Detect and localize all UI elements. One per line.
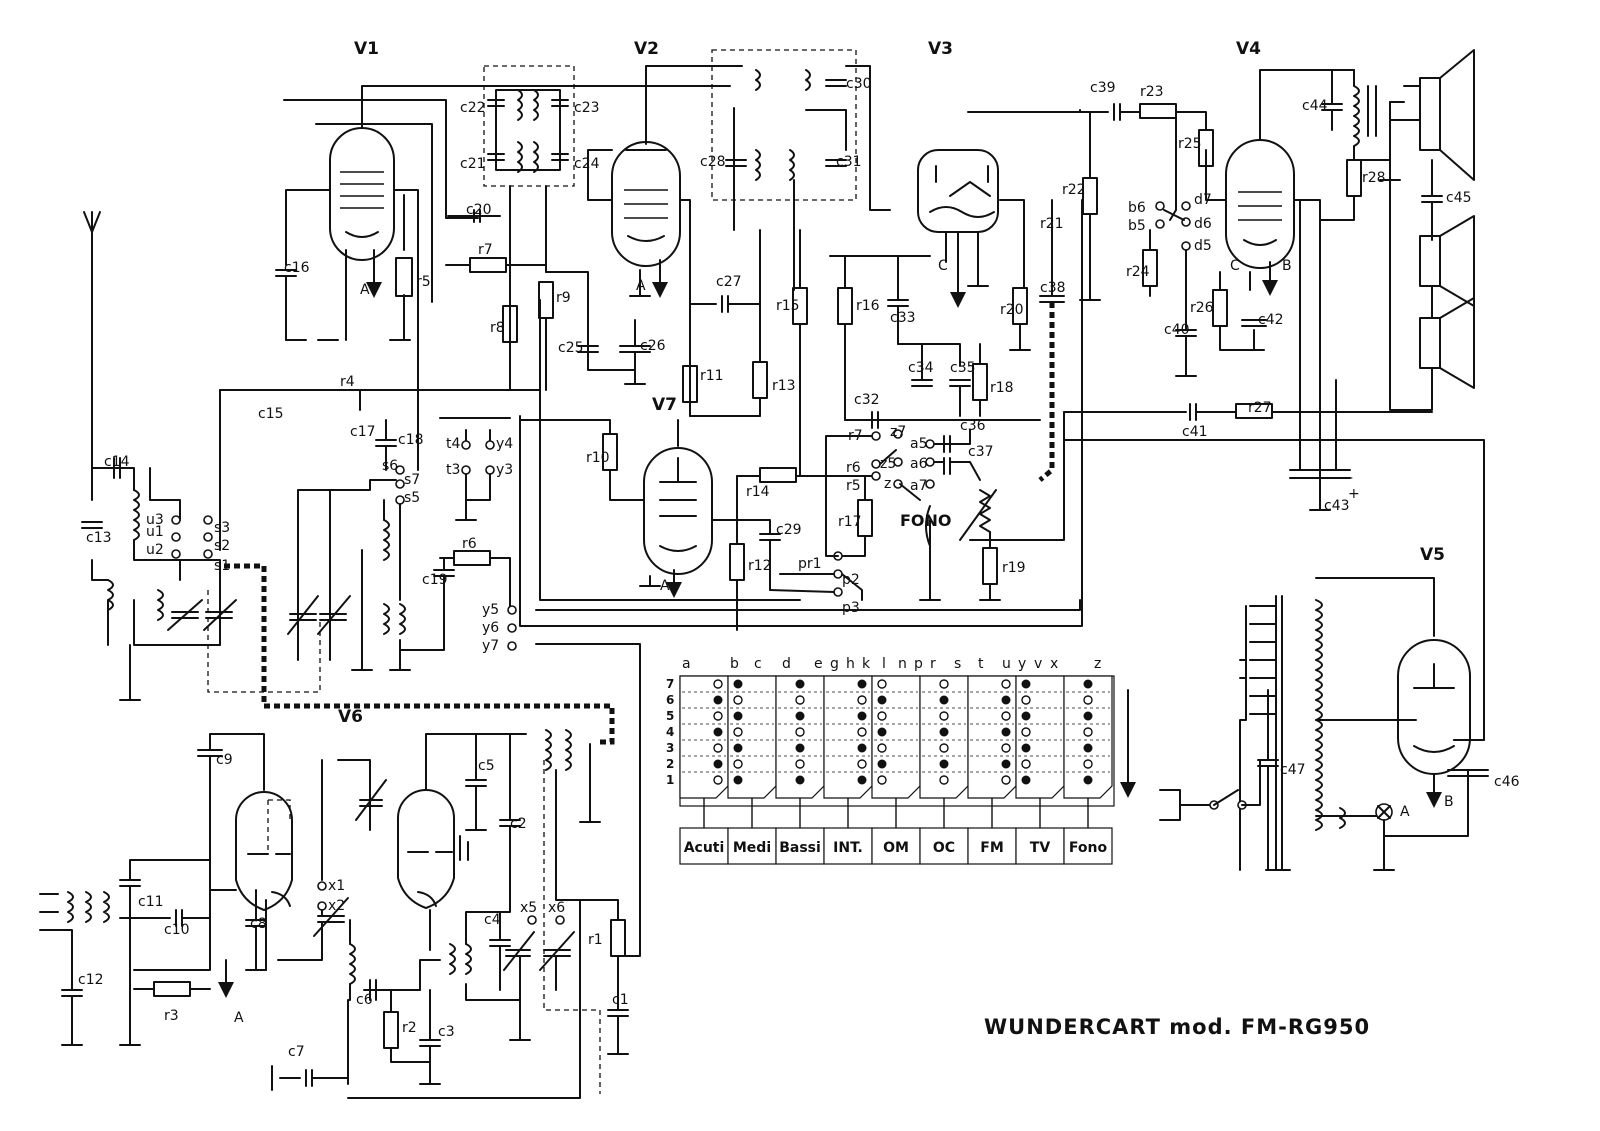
- bus-lines: [220, 200, 1082, 930]
- label-a-v1: A: [360, 282, 370, 298]
- label-r18: r18: [990, 380, 1014, 396]
- table-contact-dot: [714, 744, 722, 752]
- label-b6: b6: [1128, 200, 1146, 216]
- label-z: z: [884, 476, 892, 492]
- label-c28: c28: [700, 154, 726, 170]
- label-u1: u1: [146, 524, 164, 540]
- label-v2: V2: [634, 39, 659, 59]
- label-c43: c43: [1324, 498, 1350, 514]
- label-y7: y7: [482, 638, 500, 654]
- table-column-label: c: [754, 656, 762, 672]
- label-r4: r4: [340, 374, 355, 390]
- label-x1: x1: [328, 878, 346, 894]
- label-y5: y5: [482, 602, 500, 618]
- label-c8: c8: [250, 916, 267, 932]
- label-c22: c22: [460, 100, 486, 116]
- label-d7: d7: [1194, 192, 1212, 208]
- label-c25: c25: [558, 340, 584, 356]
- tube-labels: [338, 39, 1445, 727]
- label-c2: c2: [510, 816, 527, 832]
- table-contact-dot: [734, 696, 742, 704]
- table-contact-dot: [734, 744, 743, 753]
- label-r16: r16: [856, 298, 880, 314]
- table-column-label: h: [846, 656, 855, 672]
- table-contact-dot: [734, 776, 743, 785]
- label-r15: r15: [776, 298, 800, 314]
- table-column-label: x: [1050, 656, 1059, 672]
- pushbutton-label: Acuti: [683, 840, 725, 856]
- label-r14: r14: [746, 484, 770, 500]
- label-c29: c29: [776, 522, 802, 538]
- table-contact-dot: [1084, 728, 1092, 736]
- label-c42: c42: [1258, 312, 1284, 328]
- table-contact-dot: [1002, 728, 1011, 737]
- table-contact-dot: [796, 696, 804, 704]
- table-column-label: s: [954, 656, 962, 672]
- table-contact-dot: [878, 696, 887, 705]
- label-t3: t3: [446, 462, 461, 478]
- table-row-label: 1: [666, 773, 675, 787]
- table-contact-dot: [940, 744, 948, 752]
- label-v3: V3: [928, 39, 953, 59]
- label-v1: V1: [354, 39, 379, 59]
- tube-v4: [1206, 70, 1354, 486]
- label-z7: z7: [890, 424, 907, 440]
- label-s7: s7: [404, 472, 421, 488]
- label-c11: c11: [138, 894, 164, 910]
- label-c24: c24: [574, 156, 600, 172]
- table-contact-dot: [734, 728, 742, 736]
- label-d6: d6: [1194, 216, 1212, 232]
- label-fono: FONO: [900, 511, 952, 530]
- label-a-v2: A: [636, 278, 646, 294]
- label-s1: s1: [214, 558, 231, 574]
- label-pr1: pr1: [798, 556, 822, 572]
- label-c31: c31: [836, 154, 862, 170]
- table-contact-dot: [1084, 776, 1093, 785]
- label-c26: c26: [640, 338, 666, 354]
- table-contact-dot: [1002, 696, 1011, 705]
- label-r11: r11: [700, 368, 724, 384]
- table-contact-dot: [878, 776, 886, 784]
- label-c10: c10: [164, 922, 190, 938]
- switch-table: [666, 656, 1114, 864]
- table-contact-dot: [1022, 728, 1030, 736]
- label-p2: p2: [842, 572, 860, 588]
- label-c34: c34: [908, 360, 934, 376]
- label-u3: u3: [146, 512, 164, 528]
- label-v5: V5: [1420, 545, 1445, 565]
- label-c45: c45: [1446, 190, 1472, 206]
- table-column-label: p: [914, 656, 923, 672]
- label-c16: c16: [284, 260, 310, 276]
- label-r2: r2: [402, 1020, 417, 1036]
- tube-v5: [1316, 578, 1484, 800]
- table-column-label: d: [782, 656, 791, 672]
- label-r26: r26: [1190, 300, 1214, 316]
- tube-v7: [520, 420, 780, 590]
- label-c15: c15: [258, 406, 284, 422]
- label-b-v5: B: [1444, 794, 1454, 810]
- table-row-label: 4: [666, 725, 675, 739]
- table-contact-dot: [796, 760, 804, 768]
- label-v6: V6: [338, 707, 363, 727]
- label-c-v3: C: [938, 258, 948, 274]
- label-c18: c18: [398, 432, 424, 448]
- label-y3: y3: [496, 462, 514, 478]
- label-s3: s3: [214, 520, 231, 536]
- label-a7: a7: [910, 478, 928, 494]
- table-column-label: r: [930, 656, 936, 672]
- table-contact-dot: [878, 744, 886, 752]
- label-s6: s6: [382, 458, 399, 474]
- label-b5: b5: [1128, 218, 1146, 234]
- label-a6: a6: [910, 456, 928, 472]
- label-x6: x6: [548, 900, 566, 916]
- label-r5: r5: [416, 274, 431, 290]
- switch-contact-labels: [146, 192, 1212, 916]
- label-r23: r23: [1140, 84, 1164, 100]
- label-t4: t4: [446, 436, 461, 452]
- table-contact-dot: [796, 712, 805, 721]
- table-contact-dot: [796, 744, 805, 753]
- label-c17: c17: [350, 424, 376, 440]
- label-c9: c9: [216, 752, 233, 768]
- table-contact-dot: [1002, 776, 1010, 784]
- table-contact-dot: [714, 680, 722, 688]
- table-contact-dot: [858, 696, 866, 704]
- label-p3: p3: [842, 600, 860, 616]
- table-contact-dot: [1022, 712, 1031, 721]
- table-contact-dot: [734, 712, 743, 721]
- label-c36: c36: [960, 418, 986, 434]
- label-c30: c30: [846, 76, 872, 92]
- label-a-v5: A: [1400, 804, 1410, 820]
- table-contact-dot: [1002, 744, 1010, 752]
- table-contact-dot: [1084, 712, 1093, 721]
- label-c5: c5: [478, 758, 495, 774]
- label-c6: c6: [356, 992, 373, 1008]
- v1-v2-coupling: [446, 210, 650, 390]
- label-v7: V7: [652, 395, 677, 415]
- table-contact-dot: [1022, 696, 1030, 704]
- table-contact-dot: [878, 712, 886, 720]
- table-contact-dot: [1084, 760, 1092, 768]
- pushbutton-label: OC: [932, 840, 956, 856]
- table-column-label: y: [1018, 656, 1027, 672]
- table-contact-dot: [796, 680, 805, 689]
- label-r7-contact: r7: [848, 428, 863, 444]
- table-contact-dot: [734, 760, 742, 768]
- label-c38: c38: [1040, 280, 1066, 296]
- table-contact-dot: [1002, 680, 1010, 688]
- table-contact-dot: [1022, 680, 1031, 689]
- label-r8: r8: [490, 320, 505, 336]
- table-contact-dot: [714, 712, 722, 720]
- table-contact-dot: [1084, 744, 1093, 753]
- table-contact-dot: [858, 728, 866, 736]
- label-r12: r12: [748, 558, 772, 574]
- label-plus: +: [1348, 486, 1360, 502]
- label-c44: c44: [1302, 98, 1328, 114]
- label-x5: x5: [520, 900, 538, 916]
- label-r6: r6: [462, 536, 477, 552]
- pushbutton-label: FM: [980, 840, 1004, 856]
- pushbutton-label: Medi: [732, 840, 772, 856]
- table-contact-dot: [940, 680, 948, 688]
- table-contact-dot: [714, 776, 722, 784]
- label-x2: x2: [328, 898, 346, 914]
- label-c21: c21: [460, 156, 486, 172]
- table-contact-dot: [1084, 680, 1093, 689]
- table-column-label: u: [1002, 656, 1011, 672]
- table-contact-dot: [796, 728, 804, 736]
- label-c13: c13: [86, 530, 112, 546]
- label-c4: c4: [484, 912, 501, 928]
- label-c35: c35: [950, 360, 976, 376]
- table-column-label: e: [814, 656, 823, 672]
- label-minus: -: [1348, 470, 1354, 486]
- label-r5-contact: r5: [846, 478, 861, 494]
- label-c27: c27: [716, 274, 742, 290]
- table-contact-dot: [878, 728, 887, 737]
- table-contact-dot: [940, 728, 949, 737]
- table-contact-dot: [1002, 712, 1010, 720]
- table-row-label: 2: [666, 757, 675, 771]
- label-c47: c47: [1280, 762, 1306, 778]
- pushbutton-label: TV: [1029, 840, 1051, 856]
- label-r9: r9: [556, 290, 571, 306]
- antenna: [84, 212, 100, 468]
- label-c3: c3: [438, 1024, 455, 1040]
- label-d5: d5: [1194, 238, 1212, 254]
- shielded-cable: [208, 566, 612, 742]
- table-contact-dot: [714, 760, 723, 769]
- table-contact-dot: [940, 712, 948, 720]
- label-r20: r20: [1000, 302, 1024, 318]
- table-contact-dot: [1022, 744, 1031, 753]
- pushbutton-label: INT.: [833, 840, 863, 856]
- label-b-v4: B: [1282, 258, 1292, 274]
- table-column-label: n: [898, 656, 907, 672]
- label-c23: c23: [574, 100, 600, 116]
- label-r22: r22: [1062, 182, 1086, 198]
- label-r24: r24: [1126, 264, 1150, 280]
- page-title: WUNDERCART mod. FM-RG950: [984, 1015, 1371, 1039]
- power-transformer: [1160, 596, 1488, 870]
- table-contact-dot: [878, 760, 887, 769]
- table-column-label: b: [730, 656, 739, 672]
- table-row-label: 3: [666, 741, 675, 755]
- label-a5: a5: [910, 436, 928, 452]
- table-contact-dot: [1022, 776, 1031, 785]
- label-r3: r3: [164, 1008, 179, 1024]
- label-c33: c33: [890, 310, 916, 326]
- table-contact-dot: [796, 776, 805, 785]
- table-contact-dot: [1022, 760, 1030, 768]
- fm-tuning-section: [288, 420, 421, 670]
- table-column-label: g: [830, 656, 839, 672]
- table-contact-dot: [858, 712, 867, 721]
- table-contact-dot: [714, 728, 723, 737]
- table-contact-dot: [858, 760, 866, 768]
- label-y4: y4: [496, 436, 514, 452]
- label-c39: c39: [1090, 80, 1116, 96]
- label-r21: r21: [1040, 216, 1064, 232]
- label-a-v7: A: [660, 578, 670, 594]
- label-r28: r28: [1362, 170, 1386, 186]
- tuner-ground-symbols: [460, 836, 468, 860]
- pushbutton-label: Fono: [1068, 840, 1108, 856]
- label-c12: c12: [78, 972, 104, 988]
- pushbutton-label: Bassi: [779, 840, 821, 856]
- label-u2: u2: [146, 542, 164, 558]
- table-contact-dot: [1084, 696, 1092, 704]
- label-c37: c37: [968, 444, 994, 460]
- label-a-v6: A: [234, 1010, 244, 1026]
- label-c14: c14: [104, 454, 130, 470]
- label-c40: c40: [1164, 322, 1190, 338]
- table-contact-dot: [734, 680, 743, 689]
- label-r1: r1: [588, 932, 603, 948]
- table-row-label: 6: [666, 693, 675, 707]
- table-contact-dot: [940, 760, 949, 769]
- table-row-label: 5: [666, 709, 675, 723]
- label-c1: c1: [612, 992, 629, 1008]
- table-row-label: 7: [666, 677, 675, 691]
- label-r7: r7: [478, 242, 493, 258]
- label-y6: y6: [482, 620, 500, 636]
- label-c-v4: C: [1230, 258, 1240, 274]
- table-column-label: t: [978, 656, 984, 672]
- v2-load: [683, 230, 767, 416]
- label-r17: r17: [838, 514, 862, 530]
- label-c20: c20: [466, 202, 492, 218]
- output-stage: [1320, 50, 1474, 410]
- table-column-label: a: [682, 656, 691, 672]
- table-column-label: z: [1094, 656, 1102, 672]
- label-r19: r19: [1002, 560, 1026, 576]
- label-r25: r25: [1178, 136, 1202, 152]
- table-contact-dot: [878, 680, 886, 688]
- table-contact-dot: [940, 696, 949, 705]
- table-column-label: k: [862, 656, 871, 672]
- label-c41: c41: [1182, 424, 1208, 440]
- table-column-label: v: [1034, 656, 1043, 672]
- table-contact-dot: [1002, 760, 1011, 769]
- table-contact-dot: [940, 776, 948, 784]
- table-column-label: l: [882, 656, 886, 672]
- label-r13: r13: [772, 378, 796, 394]
- label-c19: c19: [422, 572, 448, 588]
- label-s2: s2: [214, 538, 231, 554]
- label-c46: c46: [1494, 774, 1520, 790]
- label-c7: c7: [288, 1044, 305, 1060]
- pushbutton-label: OM: [883, 840, 909, 856]
- table-contact-dot: [858, 680, 867, 689]
- label-c32: c32: [854, 392, 880, 408]
- label-r10: r10: [586, 450, 610, 466]
- label-s5: s5: [404, 490, 421, 506]
- label-z5: z5: [880, 456, 897, 472]
- label-r6-contact: r6: [846, 460, 861, 476]
- table-contact-dot: [858, 776, 867, 785]
- table-contact-dot: [714, 696, 723, 705]
- label-v4: V4: [1236, 39, 1261, 59]
- table-contact-dot: [858, 744, 867, 753]
- label-r27: r27: [1248, 400, 1272, 416]
